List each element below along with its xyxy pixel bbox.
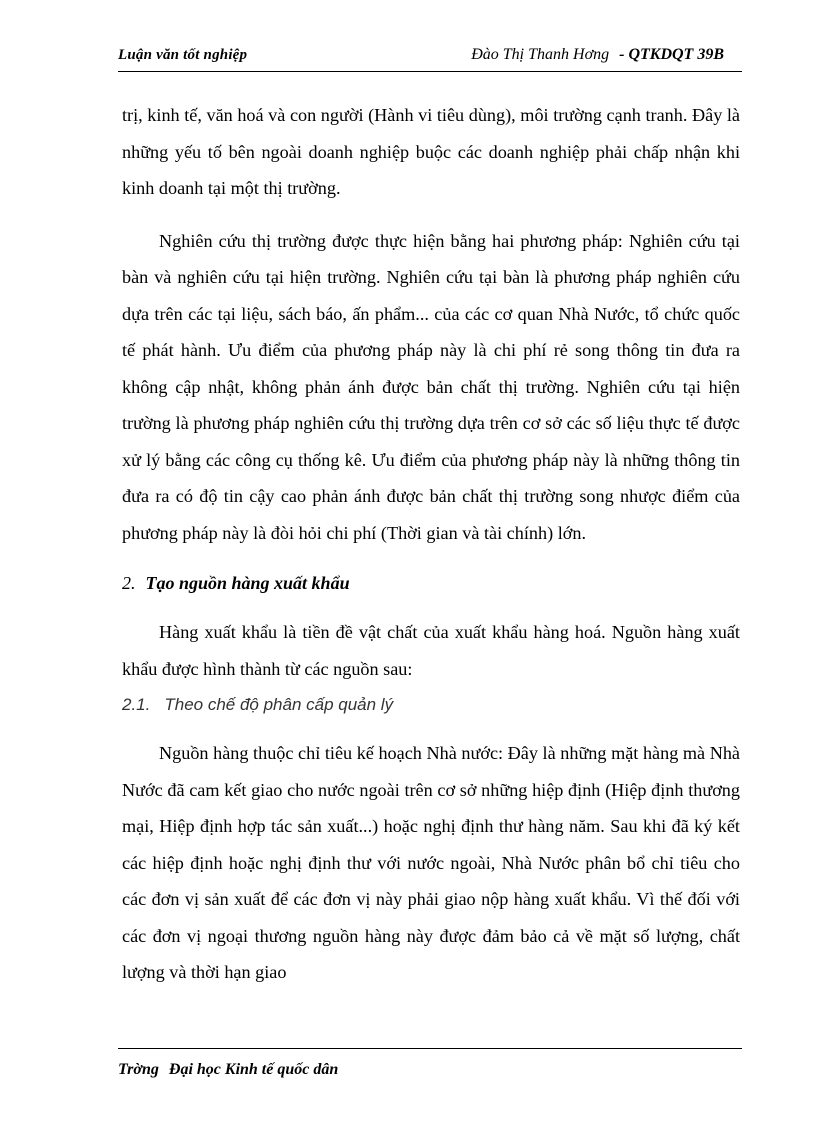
thesis-label: Luận văn tốt nghiệp (118, 47, 248, 63)
paragraph-2: Nghiên cứu thị trường được thực hiện bằng hai phương pháp: Nghiên cứu tại bàn và nghiên cứu tại hiện trường. Nghiên cứu tại bàn là phương pháp nghiên cứu dựa trên các tại liệu, sách báo, ấn phẩm... của các cơ quan Nhà Nước, tổ chức quốc tế phát hành. Ưu điểm của phương pháp này là chi phí rẻ song thông tin đưa ra không cập nhật, không phản ánh được bản chất thị trường. Nghiên cứu tại hiện trường là phương pháp nghiên cứu thị trường dựa trên cơ sở các số liệu thực tế được xử lý bằng các công cụ thống kê. Ưu điểm của phương pháp này là những thông tin đưa ra có độ tin cậy cao phản ánh được bản chất thị trường song nhược điểm của phương pháp này là đòi hỏi chi phí (Thời gian và tài chính) lớn. (122, 230, 740, 543)
page-header (118, 45, 742, 72)
paragraph-3: Hàng xuất khẩu là tiền đề vật chất của xuất khẩu hàng hoá. Nguồn hàng xuất khẩu được hình thành từ các nguồn sau: (122, 622, 740, 679)
section-2-title: Tạo nguồn hàng xuất khẩu (145, 573, 350, 593)
page-footer (118, 1048, 742, 1079)
author-info (471, 46, 724, 64)
class-code: - QTKDQT 39B (619, 46, 724, 63)
section-2-1-number: 2.1. (122, 695, 151, 714)
section-2-number: 2. (122, 573, 136, 593)
author-name: Đào Thị Thanh Hơng (471, 46, 610, 63)
paragraph-1: trị, kinh tế, văn hoá và con người (Hành vi tiêu dùng), môi trường cạnh tranh. Đây là những yếu tố bên ngoài doanh nghiệp buộc các doanh nghiệp phải chấp nhận khi kinh doanh tại một thị trường. (122, 105, 740, 198)
section-2-1-title: Theo chế độ phân cấp quản lý (164, 695, 394, 714)
footer-school: Trờng (118, 1061, 159, 1078)
section-2-1-heading (122, 687, 740, 723)
section-2-heading (122, 565, 740, 601)
footer-university: Đại học Kinh tế quốc dân (168, 1061, 339, 1078)
paragraph-4: Nguồn hàng thuộc chỉ tiêu kế hoạch Nhà nước: Đây là những mặt hàng mà Nhà Nước đã cam kết giao cho nước ngoài trên cơ sở những hiệp định (Hiệp định thương mại, Hiệp định hợp tác sản xuất...) hoặc nghị định thư hàng năm. Sau khi đã ký kết các hiệp định hoặc nghị định thư với nước ngoài, Nhà Nước phân bổ chỉ tiêu cho các đơn vị sản xuất để các đơn vị này phải giao nộp hàng xuất khẩu. Vì thế đối với các đơn vị ngoại thương nguồn hàng này được đảm bảo cả về mặt số lượng, chất lượng và thời hạn giao (122, 743, 740, 982)
page-body (122, 97, 740, 991)
